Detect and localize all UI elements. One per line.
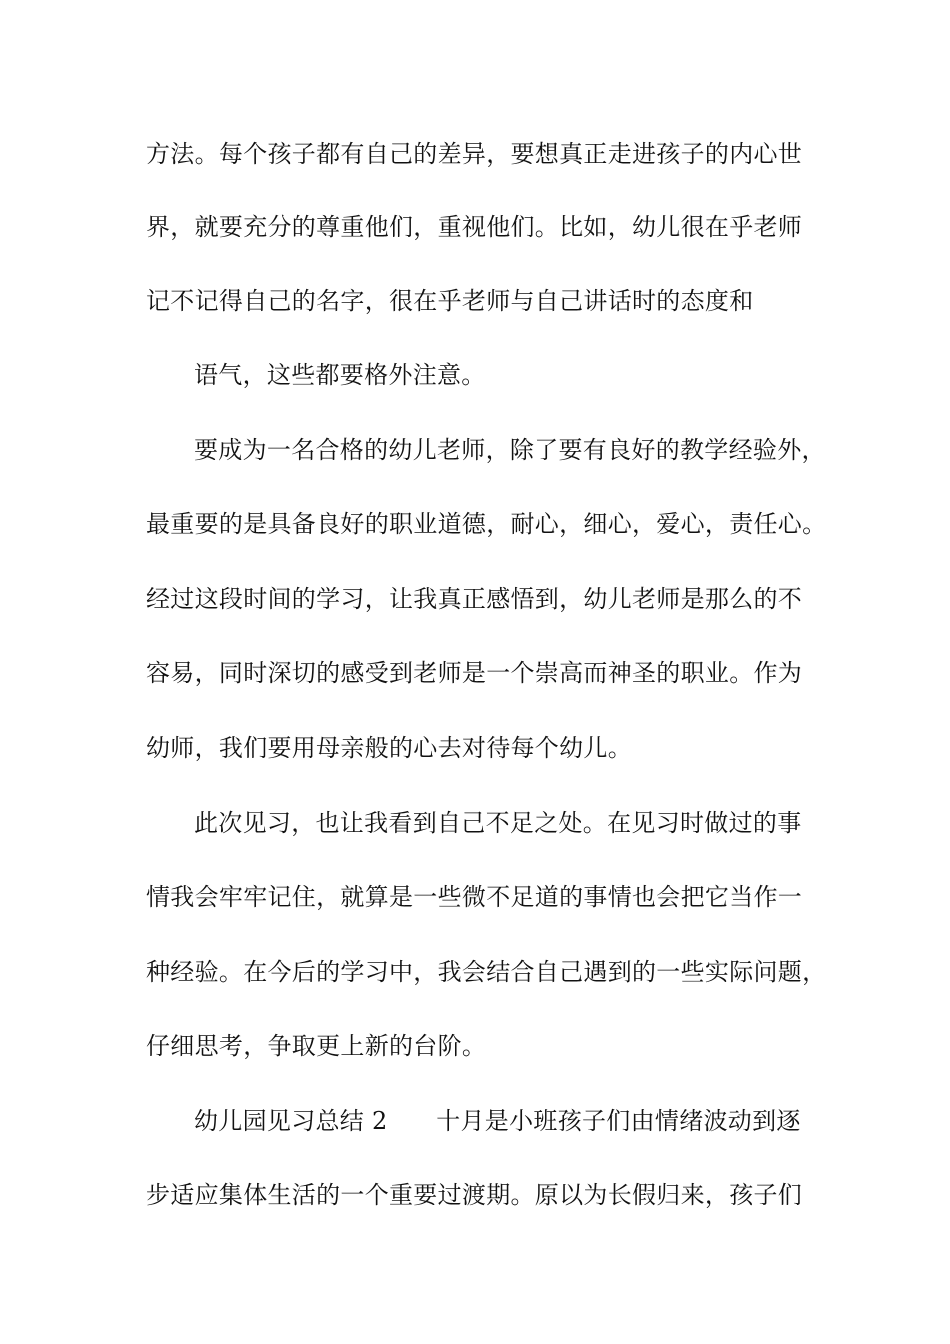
paragraph-line-7: 经过这段时间的学习，让我真正感悟到，幼儿老师是那么的不 — [146, 585, 803, 613]
paragraph-line-9: 幼师，我们要用母亲般的心去对待每个幼儿。 — [146, 734, 632, 762]
paragraph-line-2: 界，就要充分的尊重他们，重视他们。比如，幼儿很在乎老师 — [146, 213, 803, 241]
paragraph-line-11: 情我会牢牢记住，就算是一些微不足道的事情也会把它当作一 — [146, 883, 803, 911]
paragraph-line-8: 容易，同时深切的感受到老师是一个崇高而神圣的职业。作为 — [146, 659, 803, 687]
paragraph-line-6: 最重要的是具备良好的职业道德，耐心，细心，爱心，责任心。 — [146, 510, 827, 538]
paragraph-line-12: 种经验。在今后的学习中，我会结合自己遇到的一些实际问题， — [146, 958, 827, 986]
paragraph-line-3: 记不记得自己的名字，很在乎老师与自己讲话时的态度和 — [146, 287, 754, 315]
paragraph-line-5: 要成为一名合格的幼儿老师，除了要有良好的教学经验外， — [194, 436, 826, 464]
paragraph-line-1: 方法。每个孩子都有自己的差异，要想真正走进孩子的内心世 — [146, 140, 803, 168]
section-heading-line: 幼儿园见习总结 2 十月是小班孩子们由情绪波动到逐 — [194, 1107, 801, 1135]
paragraph-line-13: 仔细思考，争取更上新的台阶。 — [146, 1032, 487, 1060]
paragraph-line-4: 语气，这些都要格外注意。 — [194, 361, 486, 389]
paragraph-line-15: 步适应集体生活的一个重要过渡期。原以为长假归来，孩子们 — [146, 1181, 803, 1209]
paragraph-line-10: 此次见习，也让我看到自己不足之处。在见习时做过的事 — [194, 809, 802, 837]
